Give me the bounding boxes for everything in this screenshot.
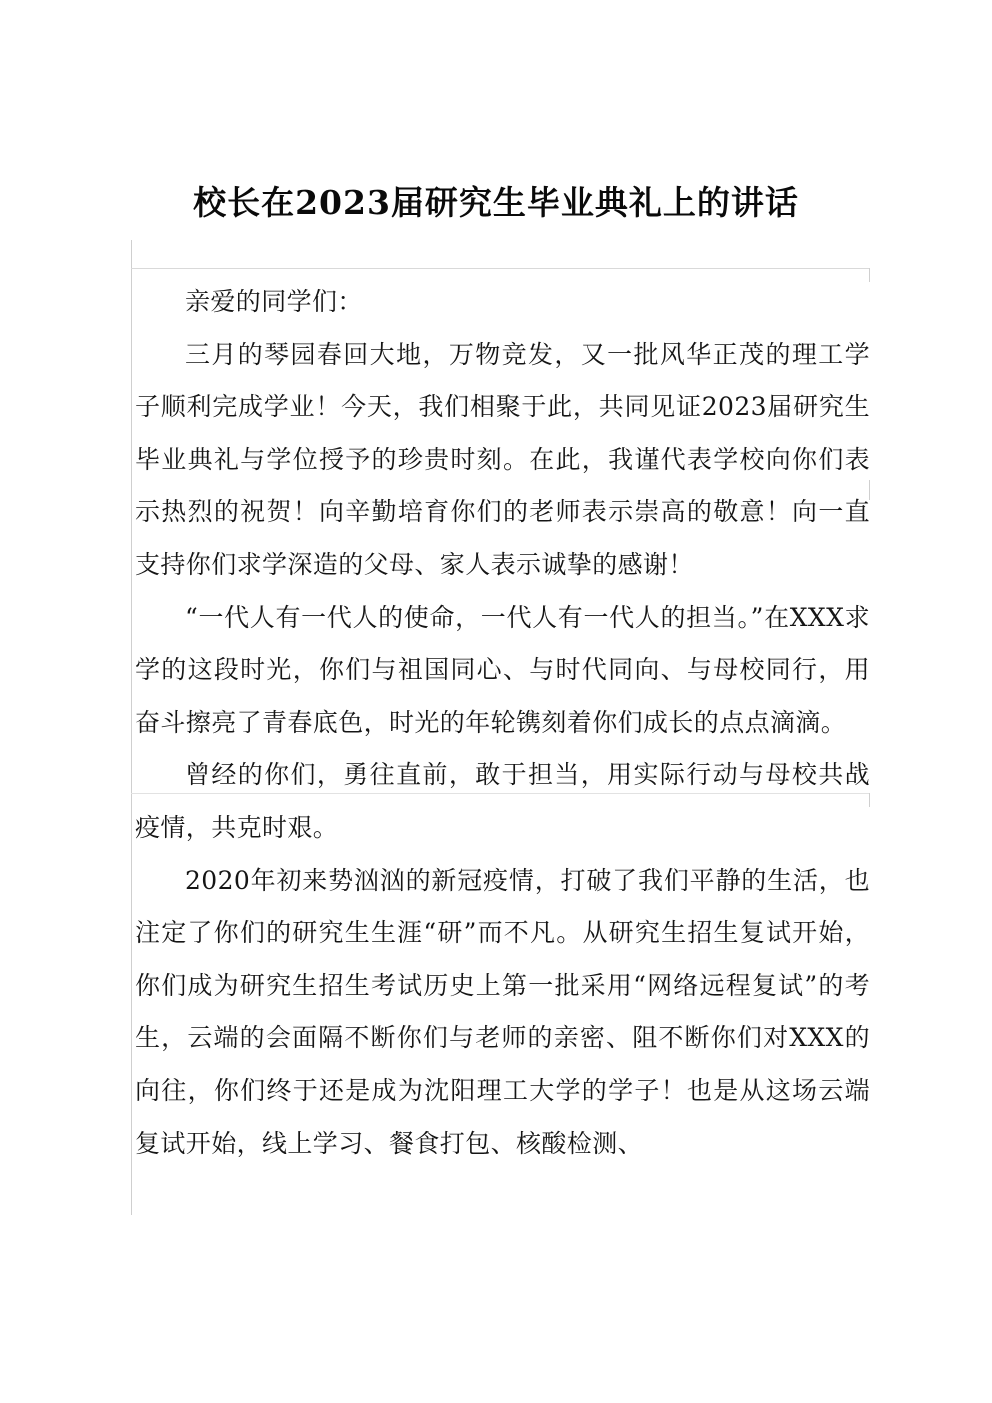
document-title: 校长在2023届研究生毕业典礼上的讲话 [193, 183, 799, 222]
salutation-paragraph: 亲爱的同学们： [185, 287, 363, 316]
body-paragraph: 曾经的你们，勇往直前，敢于担当，用实际行动与母校共战疫情，共克时艰。 [135, 760, 870, 842]
document-body [135, 276, 870, 1170]
page-frame-top-rule [131, 268, 870, 269]
body-paragraph: 三月的琴园春回大地，万物竞发，又一批风华正茂的理工学子顺利完成学业！今天，我们相聚于此，共同见证2023届研究生毕业典礼与学位授予的珍贵时刻。在此，我谨代表学校向你们表示热烈的祝贺！向辛勤培育你们的老师表示崇高的敬意！向一直支持你们求学深造的父母、家人表示诚挚的感谢！ [135, 339, 870, 579]
body-paragraph: 2020年初来势汹汹的新冠疫情，打破了我们平静的生活，也注定了你们的研究生生涯“研”而不凡。从研究生招生复试开始，你们成为研究生招生考试历史上第一批采用“网络远程复试”的考生，云端的会面隔不断你们与老师的亲密、阻不断你们对XXX的向往，你们终于还是成为沈阳理工大学的学子！也是从这场云端复试开始，线上学习、餐食打包、核酸检测、 [135, 865, 870, 1158]
body-paragraph: “一代人有一代人的使命，一代人有一代人的担当。”在XXX求学的这段时光，你们与祖国同心、与时代同向、与母校同行，用奋斗擦亮了青春底色，时光的年轮镌刻着你们成长的点点滴滴。 [135, 602, 870, 737]
page-frame-left-border [131, 240, 132, 1215]
